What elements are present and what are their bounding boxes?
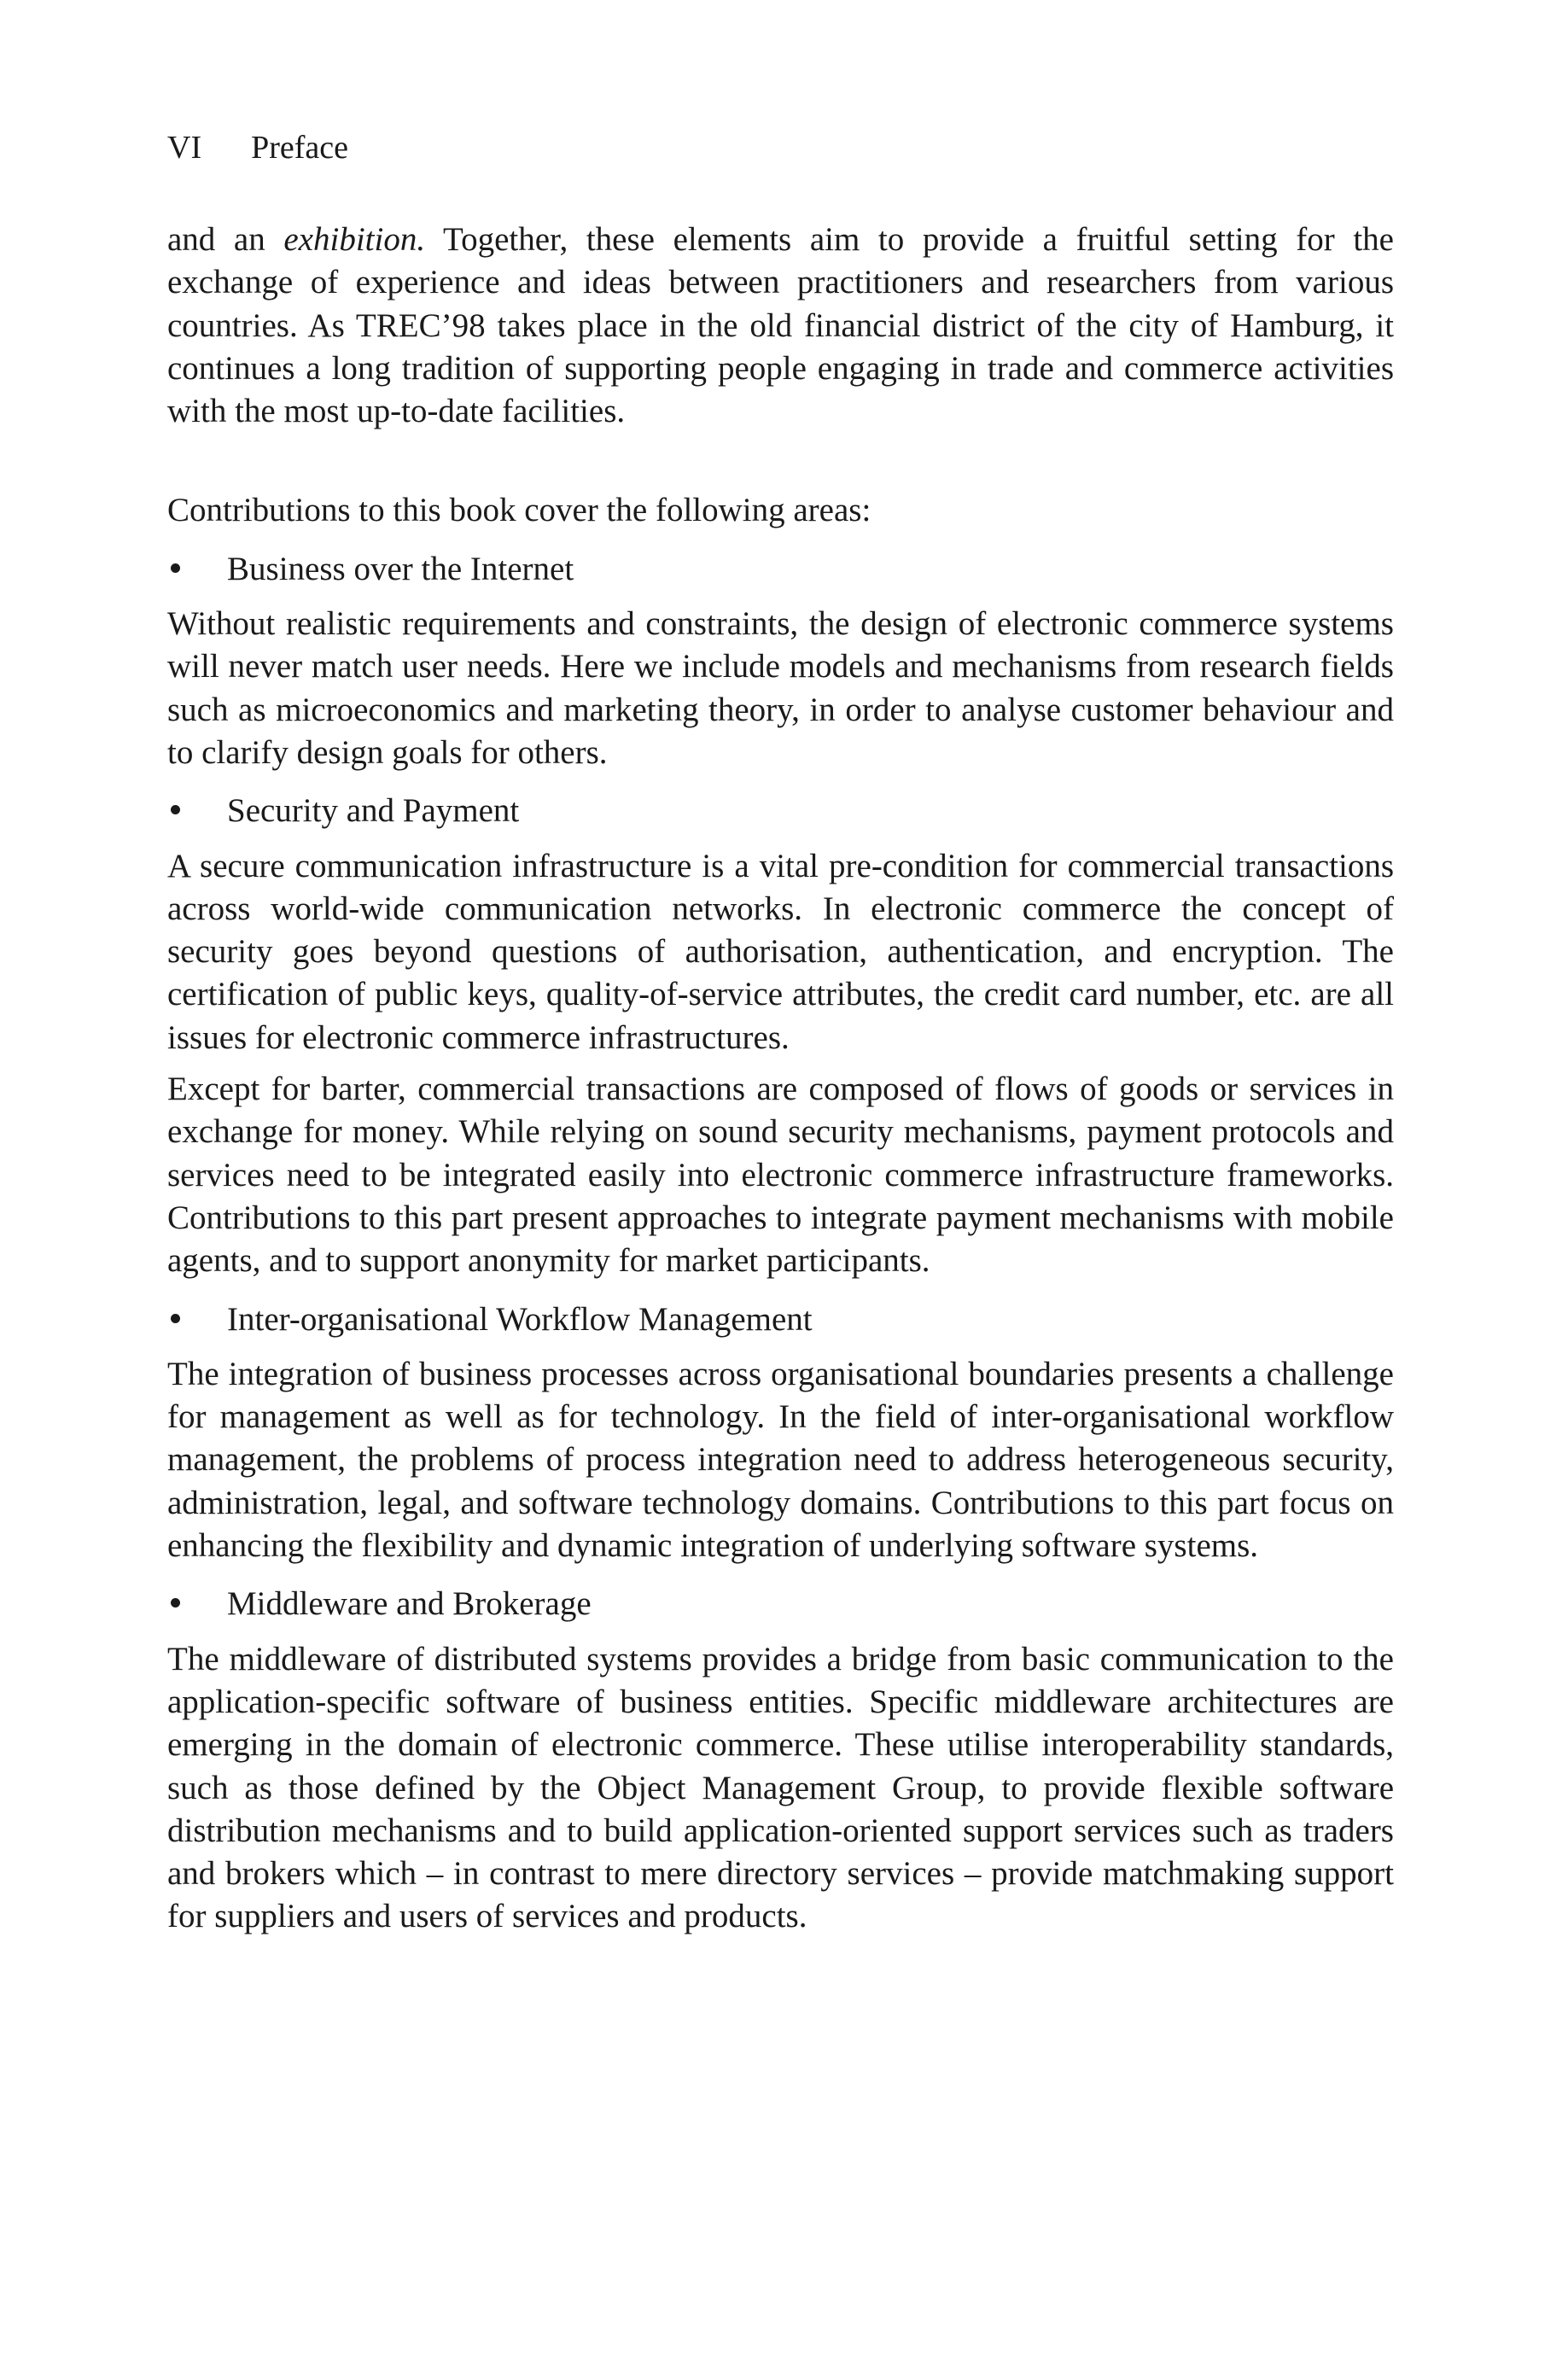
- paragraph-intro: Contributions to this book cover the following areas:: [167, 492, 871, 529]
- bullet-label: Business over the Internet: [227, 550, 574, 587]
- page-body: [167, 128, 1394, 1939]
- bullet-label: Inter-organisational Workflow Management: [227, 1300, 813, 1338]
- bullet-middleware: [167, 1583, 1394, 1625]
- paragraph-opening: and an exhibition. Together, these elements aim to provide a fruitful setting for the exchange of experience and ideas between practitioners and researchers from various countries. As TREC’98 takes place in the old financial district of the city of Hamburg, it continues a long tradition of supporting people engaging in trade and commerce activities with the most up-to-date facilities.: [167, 221, 1394, 430]
- paragraph-business: Without realistic requirements and constraints, the design of electronic commerce systems will never match user needs. Here we include models and mechanisms from research fields such as microeconomics and marketing theory, in order to analyse customer behaviour and to clarify design goals for others.: [167, 605, 1394, 771]
- paragraph-security-2: Except for barter, commercial transactions are composed of flows of goods or services in exchange for money. While relying on sound security mechanisms, payment protocols and services need to be integrated easily into electronic commerce infrastructure frameworks. Contributions to this part present approaches to integrate payment mechanisms with mobile agents, and to support anonymity for market participants.: [167, 1071, 1394, 1280]
- bullet-icon: [167, 548, 227, 591]
- paragraph-security-1: A secure communication infrastructure is a vital pre-condition for commercial transactions across world-wide communication networks. In electronic commerce the concept of security goes beyond questions of authorisation, authentication, and encryption. The certification of public keys, quality-of-service attributes, the credit card number, etc. are all issues for electronic commerce infrastructures.: [167, 847, 1394, 1056]
- bullet-business: [167, 548, 1394, 591]
- bullet-icon: [167, 1583, 227, 1625]
- bullet-workflow: [167, 1298, 1394, 1341]
- bullet-icon: [167, 1298, 227, 1341]
- bullet-security: [167, 790, 1394, 832]
- emphasis-exhibition: exhibition.: [283, 221, 426, 258]
- page-number: VI: [167, 130, 202, 166]
- running-head: [167, 128, 1394, 167]
- bullet-icon: [167, 790, 227, 832]
- paragraph-middleware: The middleware of distributed systems provides a bridge from basic communication to the application-specific software of business entities. Specific middleware architectures are emerging in the domain of electronic commerce. These utilise interoperability standards, such as those defined by the Object Management Group, to provide flexible software distribution mechanisms and to build application-oriented support services such as traders and brokers which – in contrast to mere directory services – provide matchmaking support for suppliers and users of services and products.: [167, 1640, 1394, 1935]
- paragraph-workflow: The integration of business processes across organisational boundaries presents a challenge for management as well as for technology. In the field of inter-organisational workflow management, the problems of process integration need to address heterogeneous security, administration, legal, and software technology domains. Contributions to this part focus on enhancing the flexibility and dynamic integration of underlying software systems.: [167, 1355, 1394, 1565]
- bullet-label: Middleware and Brokerage: [227, 1585, 592, 1623]
- running-head-title: Preface: [251, 130, 349, 166]
- bullet-label: Security and Payment: [227, 792, 520, 830]
